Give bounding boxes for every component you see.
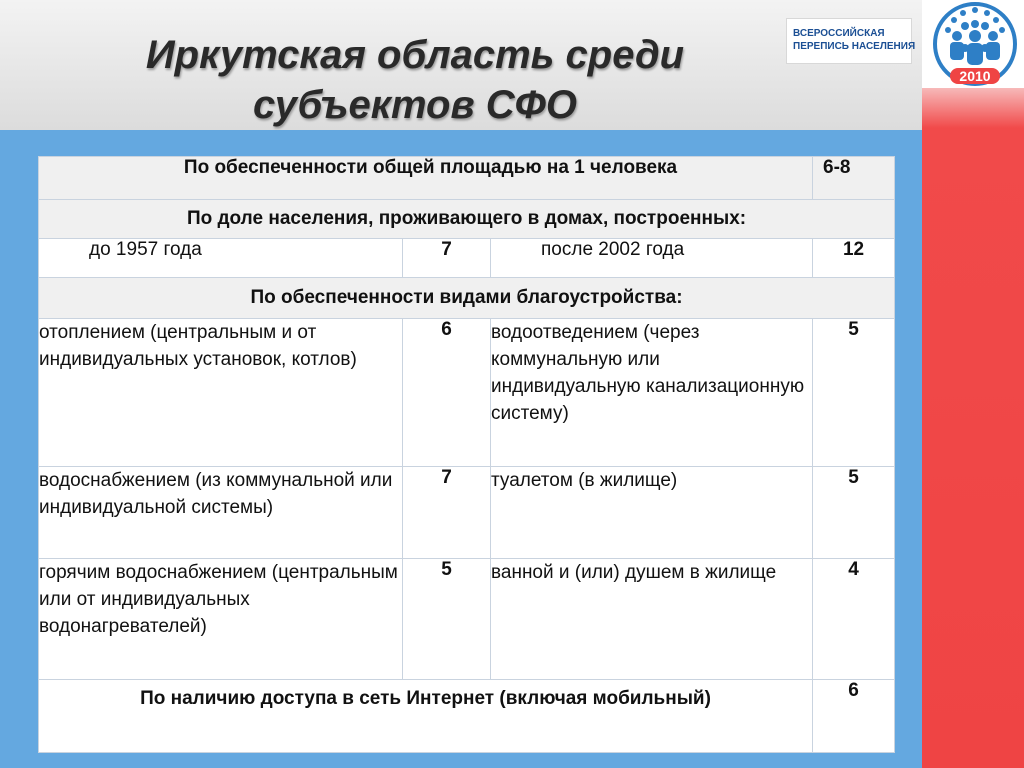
before-1957-label: до 1957 года <box>39 239 403 278</box>
table-row <box>39 319 895 467</box>
table-row <box>39 467 895 559</box>
after-2002-value: 12 <box>813 239 895 278</box>
page-title-line2: субъектов СФО <box>253 83 577 127</box>
bath-value: 4 <box>813 559 895 680</box>
after-2002-label: после 2002 года <box>491 239 813 278</box>
statistics-table <box>38 156 895 753</box>
water-label: водоснабжением (из коммунальной или индивидуальной системы) <box>39 467 403 559</box>
table-row <box>39 559 895 680</box>
census-2010-logo-icon <box>930 0 1020 92</box>
before-1957-value: 7 <box>403 239 491 278</box>
page-title-line1: Иркутская область среди <box>145 33 685 77</box>
heating-value: 6 <box>403 319 491 467</box>
area-value: 6-8 <box>813 157 895 200</box>
census-year: 2010 <box>959 68 991 84</box>
bath-label: ванной и (или) душем в жилище <box>491 559 813 680</box>
sewer-value: 5 <box>813 319 895 467</box>
amenities-header: По обеспеченности видами благоустройства: <box>39 278 895 319</box>
water-value: 7 <box>403 467 491 559</box>
toilet-value: 5 <box>813 467 895 559</box>
table-row <box>39 680 895 753</box>
houses-header: По доле населения, проживающего в домах, построенных: <box>39 200 895 239</box>
right-red-strip <box>922 88 1024 768</box>
internet-label: По наличию доступа в сеть Интернет (включая мобильный) <box>39 680 813 753</box>
table-row <box>39 200 895 239</box>
census-text-logo <box>786 18 916 64</box>
hotwater-label: горячим водоснабжением (центральным или от индивидуальных водонагревателей) <box>39 559 403 680</box>
table-row <box>39 278 895 319</box>
heating-label: отоплением (центральным и от индивидуальных установок, котлов) <box>39 319 403 467</box>
sewer-label: водоотведением (через коммунальную или индивидуальную канализационную систему) <box>491 319 813 467</box>
internet-value: 6 <box>813 680 895 753</box>
area-label: По обеспеченности общей площадью на 1 человека <box>39 157 813 200</box>
hotwater-value: 5 <box>403 559 491 680</box>
census-line2: ПЕРЕПИСЬ НАСЕЛЕНИЯ <box>793 41 916 52</box>
table-row <box>39 157 895 200</box>
census-line1: ВСЕРОССИЙСКАЯ <box>793 28 885 39</box>
table-row <box>39 239 895 278</box>
page-title <box>70 30 760 130</box>
toilet-label: туалетом (в жилище) <box>491 467 813 559</box>
